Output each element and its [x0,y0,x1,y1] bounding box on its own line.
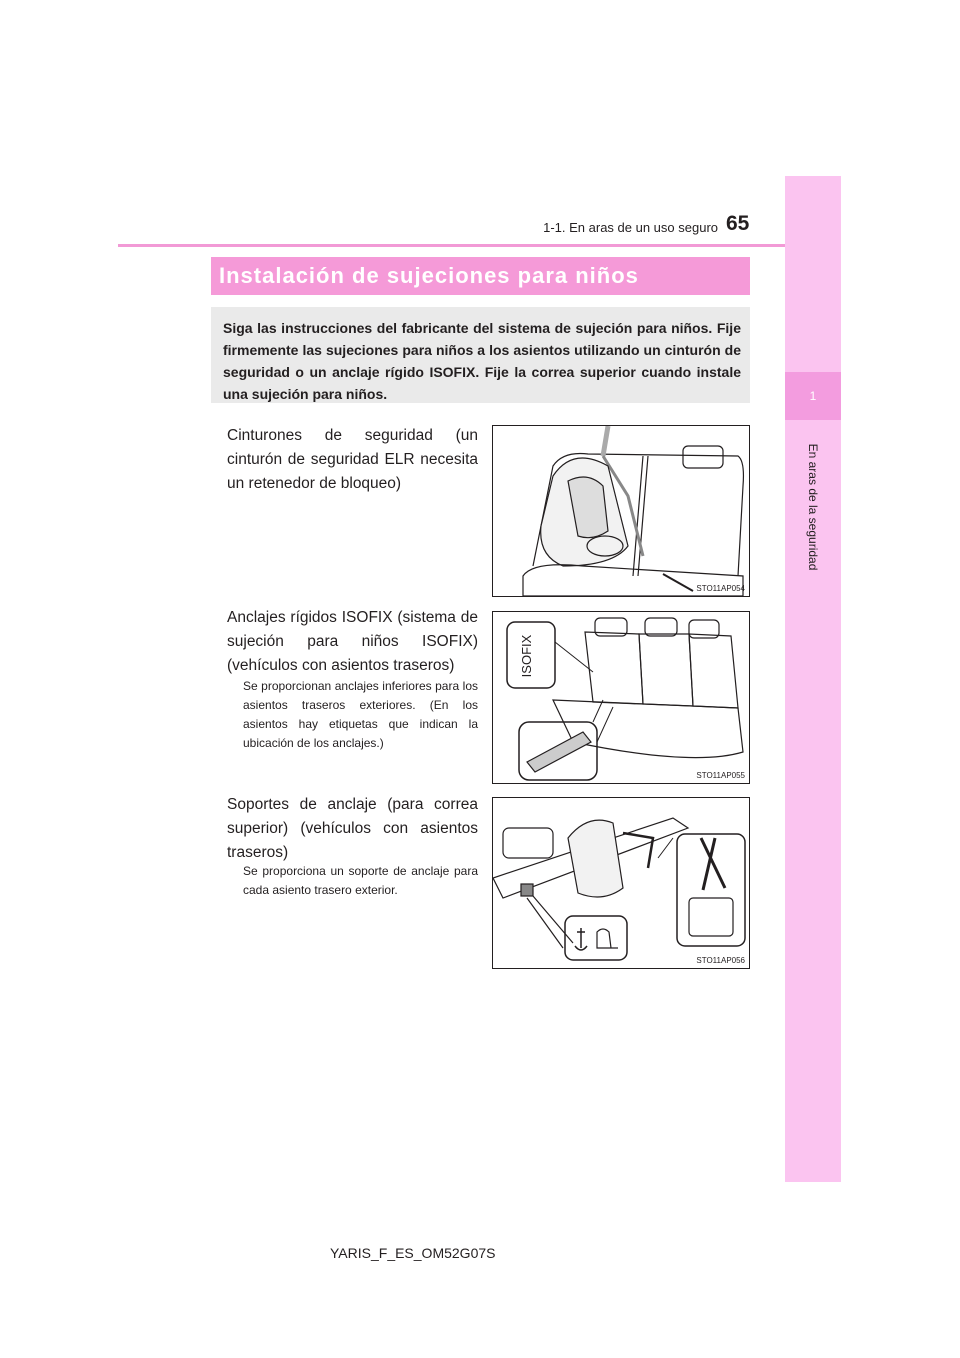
document-code: YARIS_F_ES_OM52G07S [330,1245,496,1261]
side-chapter-tab [785,176,841,1182]
isofix-label: ISOFIX [519,634,534,678]
figure-code: STO11AP056 [696,956,745,965]
figure-top-tether [492,797,750,969]
page-number: 65 [726,212,750,235]
figure-code: STO11AP055 [696,771,745,780]
child-seat-illustration [493,426,749,596]
figure-isofix-anchors [492,611,750,784]
header-rule [118,244,785,247]
side-chapter-number: 1 [809,389,817,403]
side-chapter-title-text: En aras de la seguridad [806,443,820,571]
item-isofix-subtext: Se proporcionan anclajes inferiores para los asientos traseros exteriores. (En los asientos hay etiquetas que indican la ubicación de los anclajes.) [243,679,478,750]
figure-code: STO11AP054 [696,584,745,593]
item-seatbelt-text: Cinturones de seguridad (un cinturón de seguridad ELR necesita un retenedor de bloqueo) [227,427,478,492]
intro-text: Siga las instrucciones del fabricante del sistema de sujeción para niños. Fije firmemente las sujeciones para niños a los asientos utilizando un cinturón de seguridad o un anclaje rígido ISOFIX. Fije la correa superior cuando instale una sujeción para niños. [223,320,741,402]
item-isofix-text: Anclajes rígidos ISOFIX (sistema de sujeción para niños ISOFIX) (vehículos con asientos traseros) [227,609,478,674]
section-title: Instalación de sujeciones para niños [219,263,639,288]
item-anchor-bracket-text: Soportes de anclaje (para correa superior) (vehículos con asientos traseros) [227,796,478,861]
isofix-seat-illustration [493,612,749,783]
intro-box [211,307,750,403]
side-chapter-title [805,437,821,577]
chapter-header: 1-1. En aras de un uso seguro [543,220,718,235]
top-tether-illustration [493,798,749,968]
item-anchor-bracket-subtext: Se proporciona un soporte de anclaje para cada asiento trasero exterior. [243,864,478,897]
figure-seatbelt-install [492,425,750,597]
